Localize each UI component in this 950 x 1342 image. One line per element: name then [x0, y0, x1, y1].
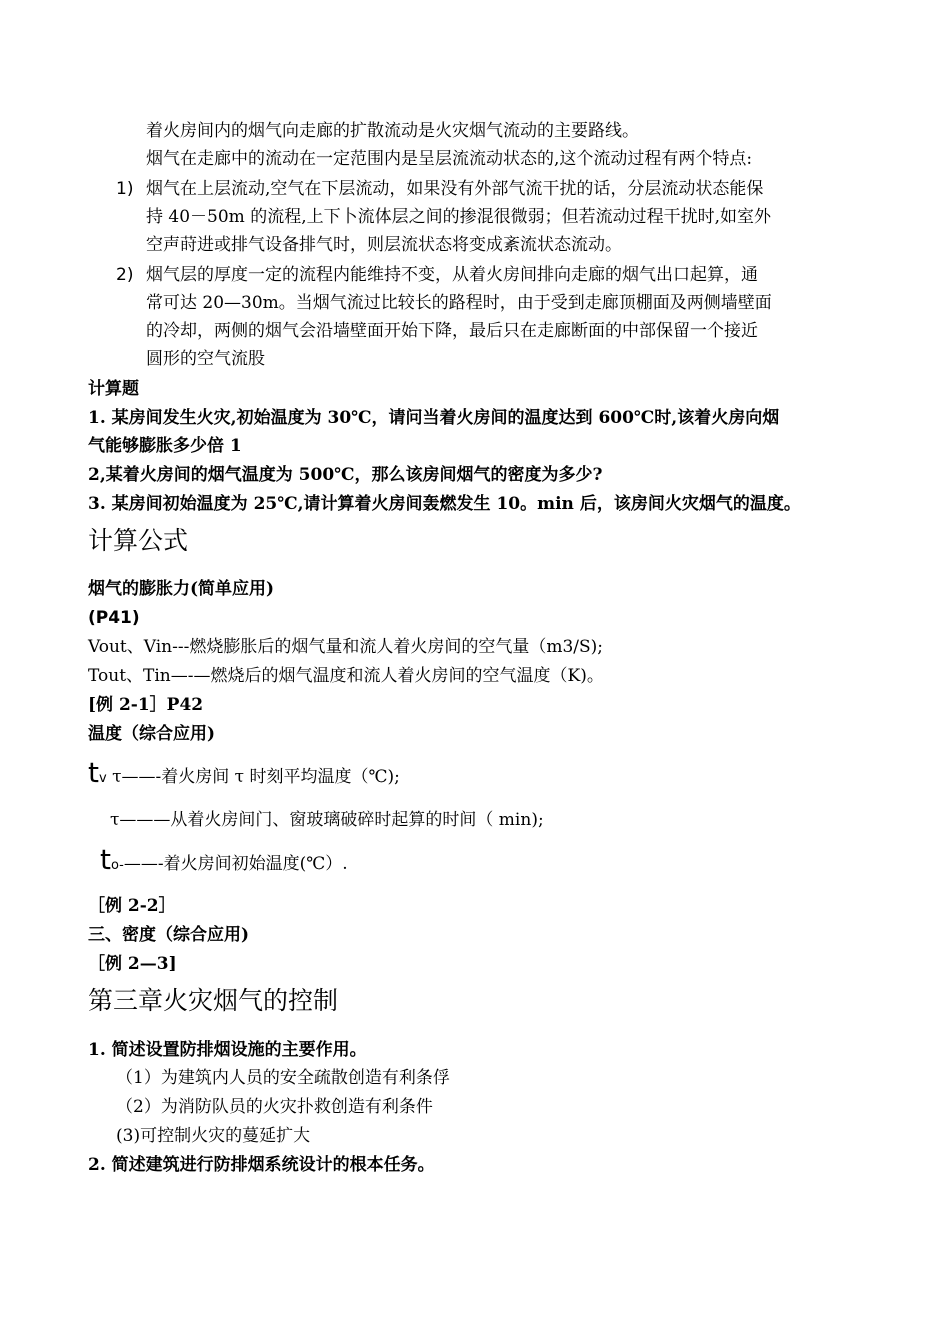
tv-subscript: v [98, 771, 107, 786]
chapter-3-heading: 第三章火灾烟气的控制 [88, 986, 339, 1015]
calc-question-2: 2,某着火房间的烟气温度为 500℃，那么该房间烟气的密度为多少? [88, 465, 603, 485]
expansion-title: 烟气的膨胀力(简单应用) [88, 579, 275, 599]
intro-line-2: 烟气在走廊中的流动在一定范围内是呈层流流动状态的,这个流动过程有两个特点: [146, 149, 753, 169]
chapter-3-question-2: 2. 简述建筑进行防排烟系统设计的根本任务。 [88, 1155, 435, 1175]
to-symbol: t [100, 843, 111, 876]
chapter-3-question-1: 1. 简述设置防排烟设施的主要作用。 [88, 1040, 367, 1060]
chapter-3-item-2: （2）为消防队员的火灾扑救创造有利条件 [116, 1097, 433, 1117]
vout-vin-definition: Vout、Vin---燃烧膨胀后的烟气量和流人着火房间的空气量（m3∕S); [88, 637, 603, 657]
tv-text: τ——-着火房间 τ 时刻平均温度（℃); [112, 767, 400, 787]
point-2-number: 2) [116, 265, 134, 285]
formula-heading: 计算公式 [88, 526, 189, 555]
tau-definition: τ———从着火房间门、窗玻璃破碎时起算的时间（ min); [110, 810, 544, 830]
intro-line-1: 着火房间内的烟气向走廊的扩散流动是火灾烟气流动的主要路线。 [146, 121, 639, 141]
to-definition [100, 845, 348, 879]
chapter-3-item-3: (3)可控制火灾的蔓延扩大 [116, 1126, 311, 1146]
point-2-line-1: 烟气层的厚度一定的流程内能维持不变，从着火房间排向走廊的烟气出口起算，通 [146, 265, 758, 285]
to-subscript: o- [110, 858, 124, 873]
calc-title: 计算题 [88, 379, 139, 399]
to-text: ——-着火房间初始温度(℃）. [123, 854, 348, 874]
point-1-line-1: 烟气在上层流动,空气在下层流动，如果没有外部气流干扰的话，分层流动状态能保 [146, 179, 764, 199]
point-1-line-3: 空声莳进或排气设备排气时，则层流状态将变成紊流状态流动。 [146, 235, 622, 255]
point-2-line-4: 圆形的空气流股 [146, 349, 265, 369]
calc-question-1-line-2: 气能够膨胀多少倍 1 [88, 436, 242, 456]
point-2-line-2: 常可达 20—30m。当烟气流过比较长的路程时，由于受到走廊顶棚面及两侧墙壁面 [146, 293, 772, 313]
chapter-3-item-1: （1）为建筑内人员的安全疏散创造有利条俘 [116, 1068, 450, 1088]
temperature-title: 温度（综合应用) [88, 724, 216, 744]
point-1-line-2: 持 40－50m 的流程,上下卜流体层之间的掺混很微弱；但若流动过程干扰时,如室外 [146, 207, 771, 227]
tout-tin-definition: Tout、Tin—-—燃烧后的烟气温度和流人着火房间的空气温度（K)。 [88, 666, 604, 686]
tv-symbol: t [88, 756, 99, 789]
example-2-1: [例 2-1］P42 [88, 695, 204, 715]
example-2-2: ［例 2-2］ [88, 896, 176, 916]
density-title: 三、密度（综合应用) [88, 925, 250, 945]
calc-question-1-line-1: 1. 某房间发生火灾,初始温度为 30℃，请问当着火房间的温度达到 600℃时,该着火房向烟 [88, 408, 780, 428]
tv-definition [88, 758, 400, 792]
point-2-line-3: 的冷却，两侧的烟气会沿墙壁面开始下降，最后只在走廊断面的中部保留一个接近 [146, 321, 758, 341]
example-2-3: ［例 2—3] [88, 954, 177, 974]
page-reference: (P41) [88, 608, 140, 628]
calc-question-3: 3. 某房间初始温度为 25℃,请计算着火房间轰燃发生 10。min 后，该房间火灾烟气的温度。 [88, 494, 801, 514]
point-1-number: 1) [116, 179, 134, 199]
